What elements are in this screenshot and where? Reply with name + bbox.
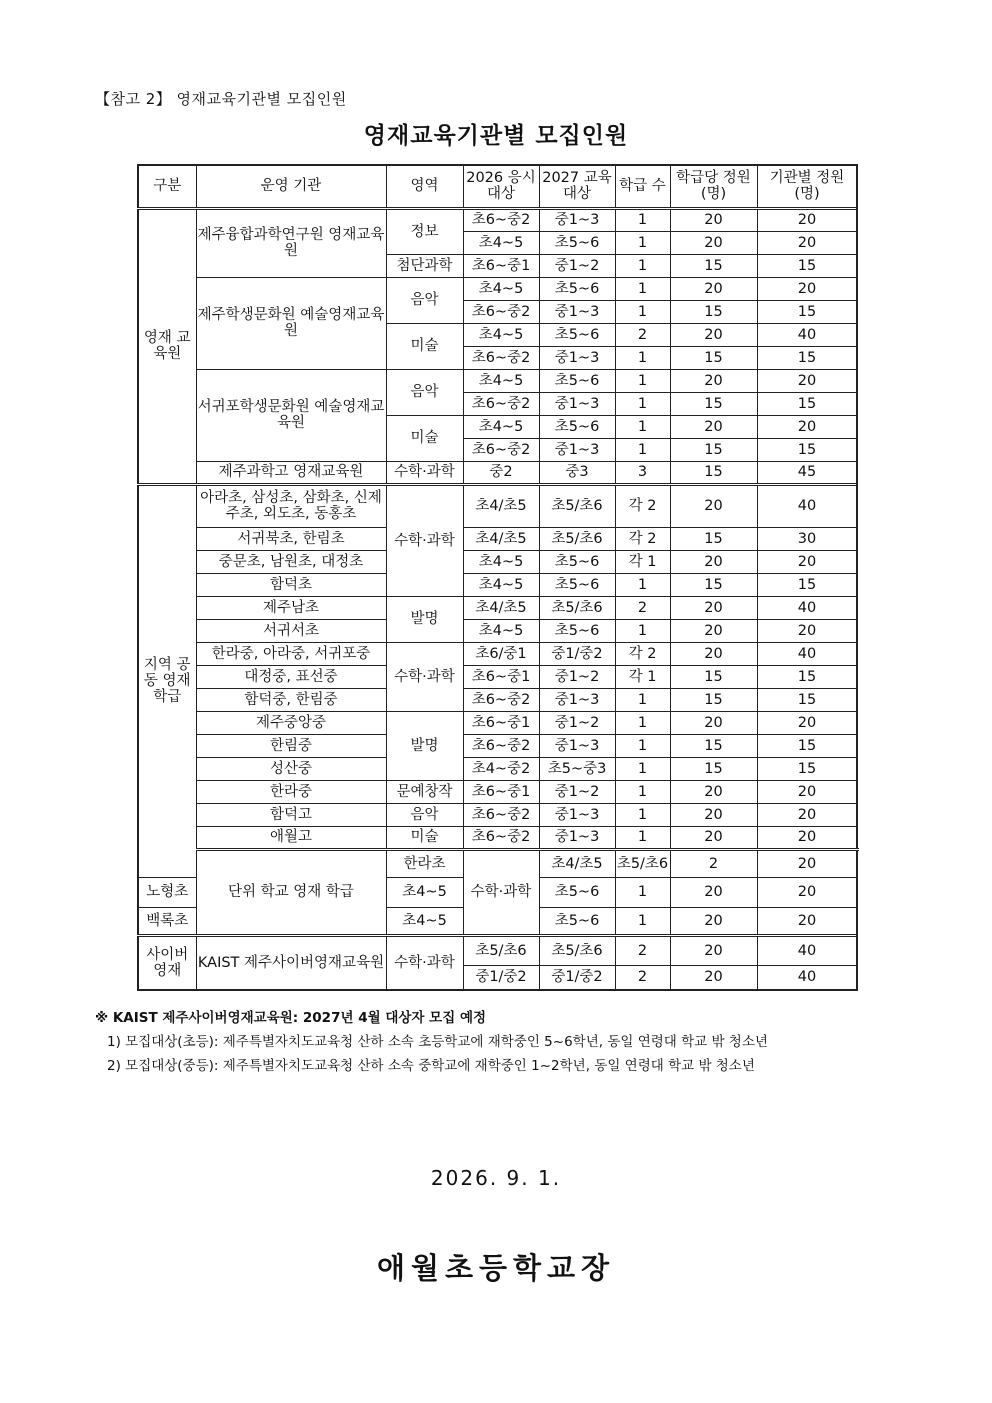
notes-item: 2) 모집대상(중등): 제주특별자치도교육청 산하 소속 중학교에 재학중인 1~2학년, 동일 연령대 학교 밖 청소년: [107, 1058, 755, 1074]
institution-cell: 함덕중, 한림중: [196, 688, 386, 711]
per-inst-cell: 20: [757, 907, 857, 935]
institution-cell: 아라초, 삼성초, 삼화초, 신제주초, 외도초, 동홍초: [196, 484, 386, 527]
notes-section: [95, 1006, 768, 1078]
institution-cell: 제주융합과학연구원 영재교육원: [196, 208, 386, 277]
per-inst-cell: 15: [757, 573, 857, 596]
institution-cell: 함덕초: [196, 573, 386, 596]
per-inst-cell: 20: [757, 369, 857, 392]
target2026-cell: 초6~중2: [463, 734, 539, 757]
per-inst-cell: 40: [757, 965, 857, 990]
document-date: 2026. 9. 1.: [430, 1166, 562, 1190]
per-inst-cell: 20: [757, 826, 857, 849]
table-row: [138, 780, 857, 803]
table-row: [138, 826, 857, 849]
target2027-cell: 중1~3: [539, 392, 615, 415]
target2026-cell: 초6~중2: [463, 208, 539, 231]
per-inst-cell: 20: [757, 415, 857, 438]
target2027-cell: 중1~2: [539, 665, 615, 688]
per-class-cell: 20: [670, 642, 757, 665]
notes-heading: ※ KAIST 제주사이버영재교육원: 2027년 4월 대상자 모집 예정: [95, 1010, 487, 1026]
field-cell: 발명: [386, 711, 463, 780]
target2026-cell: 초6~중1: [463, 780, 539, 803]
classes-cell: 1: [615, 369, 670, 392]
classes-cell: 1: [615, 780, 670, 803]
classes-cell: 각 2: [615, 484, 670, 527]
classes-cell: 2: [670, 849, 757, 877]
classes-cell: 2: [615, 935, 670, 965]
per-inst-cell: 45: [757, 461, 857, 484]
signer-name: 애월초등학교장: [376, 1251, 616, 1285]
table-row: [138, 803, 857, 826]
classes-cell: 1: [615, 254, 670, 277]
per-inst-cell: 20: [757, 877, 857, 907]
table-row: [138, 277, 857, 300]
per-class-cell: 20: [670, 711, 757, 734]
per-class-cell: 15: [670, 254, 757, 277]
field-cell: 수학·과학: [386, 935, 463, 990]
page-title: 영재교육기관별 모집인원: [363, 123, 629, 149]
table-row: [138, 484, 857, 527]
classes-cell: 1: [615, 415, 670, 438]
per-inst-cell: 20: [757, 780, 857, 803]
field-cell: 음악: [386, 803, 463, 826]
classes-cell: 1: [615, 826, 670, 849]
institution-cell: 제주중앙중: [196, 711, 386, 734]
per-inst-cell: 15: [757, 254, 857, 277]
target2027-cell: 초5/초6: [539, 484, 615, 527]
target2026-cell: 초4~5: [463, 550, 539, 573]
institution-cell: 애월고: [196, 826, 386, 849]
per-class-cell: 15: [670, 461, 757, 484]
per-inst-cell: 15: [757, 757, 857, 780]
classes-cell: 1: [615, 300, 670, 323]
target2027-cell: 중1~3: [539, 826, 615, 849]
target2026-cell: 초4~5: [463, 369, 539, 392]
classes-cell: 2: [615, 965, 670, 990]
table-header-row: [138, 165, 857, 208]
institution-cell: 한라중, 아라중, 서귀포중: [196, 642, 386, 665]
per-class-cell: 15: [670, 665, 757, 688]
field-cell: 수학·과학: [386, 461, 463, 484]
table-row: [138, 369, 857, 392]
col-header-target2027: 2027 교육대상: [539, 165, 615, 208]
per-class-cell: 15: [670, 392, 757, 415]
field-cell: 수학·과학: [386, 484, 463, 596]
target2026-cell: 초4/초5: [539, 849, 615, 877]
target2027-cell: 초5/초6: [539, 527, 615, 550]
target2026-cell: 초6~중1: [463, 254, 539, 277]
field-cell: 정보: [386, 208, 463, 254]
target2027-cell: 중1~2: [539, 711, 615, 734]
classes-cell: 1: [615, 619, 670, 642]
target2026-cell: 초6~중2: [463, 438, 539, 461]
classes-cell: 1: [615, 877, 670, 907]
per-class-cell: 20: [670, 826, 757, 849]
target2026-cell: 초6~중2: [463, 826, 539, 849]
col-header-target2026: 2026 응시대상: [463, 165, 539, 208]
reference-label: 【참고 2】 영재교육기관별 모집인원: [95, 90, 347, 108]
per-class-cell: 15: [670, 300, 757, 323]
field-cell: 문예창작: [386, 780, 463, 803]
per-class-cell: 20: [670, 877, 757, 907]
target2027-cell: 초5~6: [539, 415, 615, 438]
category-cell: 단위 학교 영재 학급: [196, 849, 386, 935]
institution-cell: 한라중: [196, 780, 386, 803]
institution-cell: 서귀북초, 한림초: [196, 527, 386, 550]
table-row: [138, 619, 857, 642]
target2026-cell: 중2: [463, 461, 539, 484]
institution-cell: 백록초: [138, 907, 196, 935]
category-cell: 사이버 영재: [138, 935, 196, 990]
per-inst-cell: 40: [757, 484, 857, 527]
per-class-cell: 15: [670, 757, 757, 780]
target2026-cell: 초4~5: [463, 415, 539, 438]
target2027-cell: 초5~6: [539, 277, 615, 300]
category-cell: 영재 교육원: [138, 208, 196, 484]
classes-cell: 1: [615, 757, 670, 780]
classes-cell: 2: [615, 596, 670, 619]
notes-item: 1) 모집대상(초등): 제주특별자치도교육청 산하 소속 초등학교에 재학중인 5~6학년, 동일 연령대 학교 밖 청소년: [107, 1034, 768, 1050]
classes-cell: 1: [615, 907, 670, 935]
per-class-cell: 20: [670, 780, 757, 803]
per-class-cell: 20: [670, 935, 757, 965]
classes-cell: 1: [615, 573, 670, 596]
field-cell: 발명: [386, 596, 463, 642]
target2026-cell: 초6~중2: [463, 300, 539, 323]
target2027-cell: 초5~중3: [539, 757, 615, 780]
per-inst-cell: 30: [757, 527, 857, 550]
target2027-cell: 중1~2: [539, 254, 615, 277]
target2026-cell: 초6~중2: [463, 688, 539, 711]
target2026-cell: 초4/초5: [463, 527, 539, 550]
table-row: [138, 642, 857, 665]
target2027-cell: 초5~6: [539, 369, 615, 392]
field-cell: 첨단과학: [386, 254, 463, 277]
classes-cell: 각 1: [615, 550, 670, 573]
target2026-cell: 초4~5: [386, 877, 463, 907]
per-inst-cell: 15: [757, 438, 857, 461]
per-inst-cell: 20: [757, 208, 857, 231]
classes-cell: 1: [615, 803, 670, 826]
target2026-cell: 초4~중2: [463, 757, 539, 780]
target2027-cell: 초5/초6: [539, 596, 615, 619]
target2026-cell: 중1/중2: [463, 965, 539, 990]
classes-cell: 1: [615, 208, 670, 231]
target2027-cell: 초5~6: [539, 231, 615, 254]
institution-cell: 제주학생문화원 예술영재교육원: [196, 277, 386, 369]
per-class-cell: 20: [670, 596, 757, 619]
classes-cell: 1: [615, 277, 670, 300]
per-inst-cell: 15: [757, 688, 857, 711]
classes-cell: 2: [615, 323, 670, 346]
per-class-cell: 15: [670, 438, 757, 461]
target2026-cell: 초6~중2: [463, 392, 539, 415]
target2026-cell: 초5/초6: [463, 935, 539, 965]
target2027-cell: 초5~6: [539, 323, 615, 346]
field-cell: 미술: [386, 826, 463, 849]
per-inst-cell: 15: [757, 734, 857, 757]
table-row: [138, 527, 857, 550]
col-header-per-class: 학급당 정원(명): [670, 165, 757, 208]
per-class-cell: 15: [670, 573, 757, 596]
target2027-cell: 초5~6: [539, 550, 615, 573]
target2027-cell: 중1/중2: [539, 965, 615, 990]
table-row: [138, 734, 857, 757]
field-cell: 수학·과학: [463, 849, 539, 935]
per-inst-cell: 20: [757, 231, 857, 254]
target2027-cell: 중1~3: [539, 734, 615, 757]
target2027-cell: 중1~3: [539, 438, 615, 461]
table-row: [138, 665, 857, 688]
institution-cell: 제주남초: [196, 596, 386, 619]
classes-cell: 1: [615, 392, 670, 415]
per-class-cell: 20: [670, 369, 757, 392]
target2026-cell: 초6~중1: [463, 711, 539, 734]
target2026-cell: 초4~5: [463, 231, 539, 254]
institution-cell: 제주과학고 영재교육원: [196, 461, 386, 484]
target2027-cell: 중1~3: [539, 346, 615, 369]
classes-cell: 3: [615, 461, 670, 484]
classes-cell: 1: [615, 734, 670, 757]
institution-cell: KAIST 제주사이버영재교육원: [196, 935, 386, 990]
table-row: [138, 711, 857, 734]
per-class-cell: 20: [670, 208, 757, 231]
per-inst-cell: 20: [757, 711, 857, 734]
target2026-cell: 초4~5: [463, 619, 539, 642]
recruitment-table: [137, 164, 858, 991]
per-class-cell: 15: [670, 527, 757, 550]
institution-cell: 한림중: [196, 734, 386, 757]
target2027-cell: 중1~2: [539, 780, 615, 803]
institution-cell: 노형초: [138, 877, 196, 907]
per-inst-cell: 20: [757, 550, 857, 573]
category-cell: 지역 공동 영재 학급: [138, 484, 196, 877]
target2026-cell: 초4~5: [463, 573, 539, 596]
target2027-cell: 초5/초6: [615, 849, 670, 877]
table-row: [138, 208, 857, 231]
per-class-cell: 15: [670, 346, 757, 369]
table-row: [138, 461, 857, 484]
per-class-cell: 20: [670, 277, 757, 300]
col-header-per-inst: 기관별 정원(명): [757, 165, 857, 208]
per-class-cell: 20: [670, 550, 757, 573]
per-class-cell: 20: [670, 965, 757, 990]
classes-cell: 각 1: [615, 665, 670, 688]
per-class-cell: 20: [670, 803, 757, 826]
per-inst-cell: 20: [757, 619, 857, 642]
target2027-cell: 중1/중2: [539, 642, 615, 665]
field-cell: 음악: [386, 369, 463, 415]
institution-cell: 중문초, 남원초, 대정초: [196, 550, 386, 573]
target2026-cell: 초6~중2: [463, 346, 539, 369]
table-row: [138, 573, 857, 596]
target2026-cell: 초4~5: [463, 277, 539, 300]
institution-cell: 서귀포학생문화원 예술영재교육원: [196, 369, 386, 461]
per-inst-cell: 15: [757, 346, 857, 369]
target2026-cell: 초6~중2: [463, 803, 539, 826]
per-inst-cell: 15: [757, 300, 857, 323]
field-cell: 수학·과학: [386, 642, 463, 711]
classes-cell: 1: [615, 688, 670, 711]
table-row: [138, 757, 857, 780]
target2026-cell: 초4~5: [386, 907, 463, 935]
classes-cell: 1: [615, 346, 670, 369]
per-inst-cell: 40: [757, 642, 857, 665]
per-class-cell: 20: [670, 484, 757, 527]
per-inst-cell: 15: [757, 392, 857, 415]
col-header-classes: 학급 수: [615, 165, 670, 208]
per-class-cell: 15: [670, 734, 757, 757]
target2027-cell: 중1~3: [539, 688, 615, 711]
target2027-cell: 초5/초6: [539, 935, 615, 965]
target2027-cell: 중1~3: [539, 803, 615, 826]
table-row: [138, 596, 857, 619]
per-inst-cell: 15: [757, 665, 857, 688]
per-inst-cell: 20: [757, 277, 857, 300]
target2027-cell: 초5~6: [539, 619, 615, 642]
target2027-cell: 초5~6: [539, 877, 615, 907]
table-row: [138, 935, 857, 965]
col-header-field: 영역: [386, 165, 463, 208]
per-class-cell: 20: [670, 907, 757, 935]
institution-cell: 함덕고: [196, 803, 386, 826]
per-class-cell: 20: [670, 231, 757, 254]
table-row: [138, 688, 857, 711]
classes-cell: 1: [615, 438, 670, 461]
per-inst-cell: 40: [757, 323, 857, 346]
classes-cell: 각 2: [615, 527, 670, 550]
target2026-cell: 초4~5: [463, 323, 539, 346]
target2026-cell: 초4/초5: [463, 596, 539, 619]
institution-cell: 대정중, 표선중: [196, 665, 386, 688]
classes-cell: 각 2: [615, 642, 670, 665]
field-cell: 미술: [386, 415, 463, 461]
target2026-cell: 초6~중1: [463, 665, 539, 688]
field-cell: 미술: [386, 323, 463, 369]
institution-cell: 성산중: [196, 757, 386, 780]
col-header-category: 구분: [138, 165, 196, 208]
target2027-cell: 초5~6: [539, 907, 615, 935]
per-class-cell: 20: [670, 323, 757, 346]
per-inst-cell: 40: [757, 935, 857, 965]
per-inst-cell: 20: [757, 803, 857, 826]
target2026-cell: 초6/중1: [463, 642, 539, 665]
classes-cell: 1: [615, 231, 670, 254]
field-cell: 음악: [386, 277, 463, 323]
target2027-cell: 중3: [539, 461, 615, 484]
institution-cell: 서귀서초: [196, 619, 386, 642]
target2026-cell: 초4/초5: [463, 484, 539, 527]
table-row: [138, 550, 857, 573]
per-class-cell: 15: [670, 688, 757, 711]
per-class-cell: 20: [670, 415, 757, 438]
col-header-institution: 운영 기관: [196, 165, 386, 208]
institution-cell: 한라초: [386, 849, 463, 877]
table-row: [138, 849, 857, 877]
target2027-cell: 초5~6: [539, 573, 615, 596]
per-class-cell: 20: [670, 619, 757, 642]
classes-cell: 1: [615, 711, 670, 734]
target2027-cell: 중1~3: [539, 300, 615, 323]
per-class-cell: 20: [757, 849, 857, 877]
per-inst-cell: 40: [757, 596, 857, 619]
target2027-cell: 중1~3: [539, 208, 615, 231]
